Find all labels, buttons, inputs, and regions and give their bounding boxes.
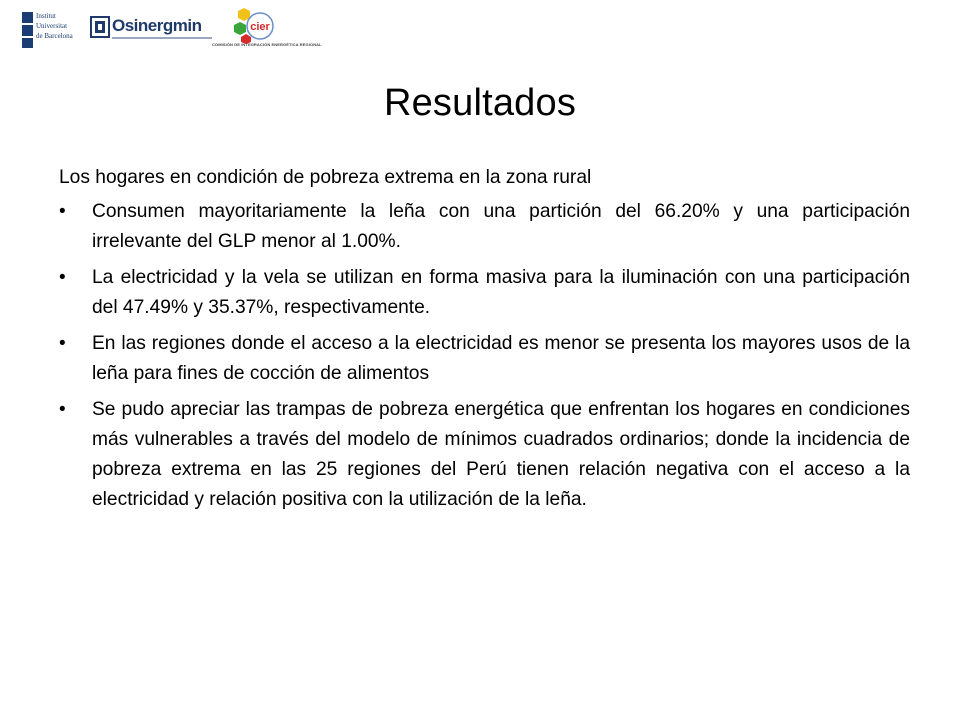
bullet-text: Se pudo apreciar las trampas de pobreza energética que enfrentan los hogares en condiciones más vulnerables a través del modelo de mínimos cuadrados ordinarios; donde la incidencia de pobreza extrema en las 25 regiones del Perú tienen relación negativa con el acceso a la electricidad y relación positiva con la utilización de la leña. [92, 399, 910, 510]
bullet-icon: • [59, 267, 66, 288]
cier-logo [212, 10, 322, 50]
osinergmin-tagline-line [112, 37, 212, 39]
osinergmin-emblem-icon [90, 16, 110, 38]
results-bullet-list [59, 197, 910, 515]
ub-line-2: Universitat [36, 22, 68, 30]
slide-body [59, 163, 910, 521]
ub-emblem-icon [22, 12, 34, 48]
osinergmin-logo [90, 10, 208, 50]
bullet-item [59, 329, 910, 389]
bullet-text: En las regiones donde el acceso a la electricidad es menor se presenta los mayores usos de la leña para fines de cocción de alimentos [92, 333, 910, 384]
universitat-de-barcelona-logo [22, 10, 84, 50]
bullet-icon: • [59, 333, 66, 354]
cier-word: cier [250, 21, 270, 33]
bullet-item [59, 197, 910, 257]
intro-text: Los hogares en condición de pobreza extrema en la zona rural [59, 167, 592, 188]
bullet-item [59, 395, 910, 515]
logo-bar [22, 10, 322, 50]
ub-line-3: de Barcelona [36, 32, 73, 40]
slide-title: Resultados [383, 82, 577, 124]
osinergmin-wordmark: Osinergmin [112, 16, 202, 35]
cier-caption: COMISIÓN DE INTEGRACIÓN ENERGÉTICA REGIONAL [212, 42, 322, 47]
bullet-icon: • [59, 399, 66, 420]
bullet-icon: • [59, 201, 66, 222]
bullet-text: Consumen mayoritariamente la leña con una partición del 66.20% y una participación irrelevante del GLP menor al 1.00%. [92, 201, 910, 252]
bullet-item [59, 263, 910, 323]
ub-line-1: Institut [36, 12, 56, 20]
cier-emblem-icon [232, 8, 280, 44]
ub-wordmark [36, 11, 73, 41]
bullet-text: La electricidad y la vela se utilizan en forma masiva para la iluminación con una participación del 47.49% y 35.37%, respectivamente. [92, 267, 910, 318]
